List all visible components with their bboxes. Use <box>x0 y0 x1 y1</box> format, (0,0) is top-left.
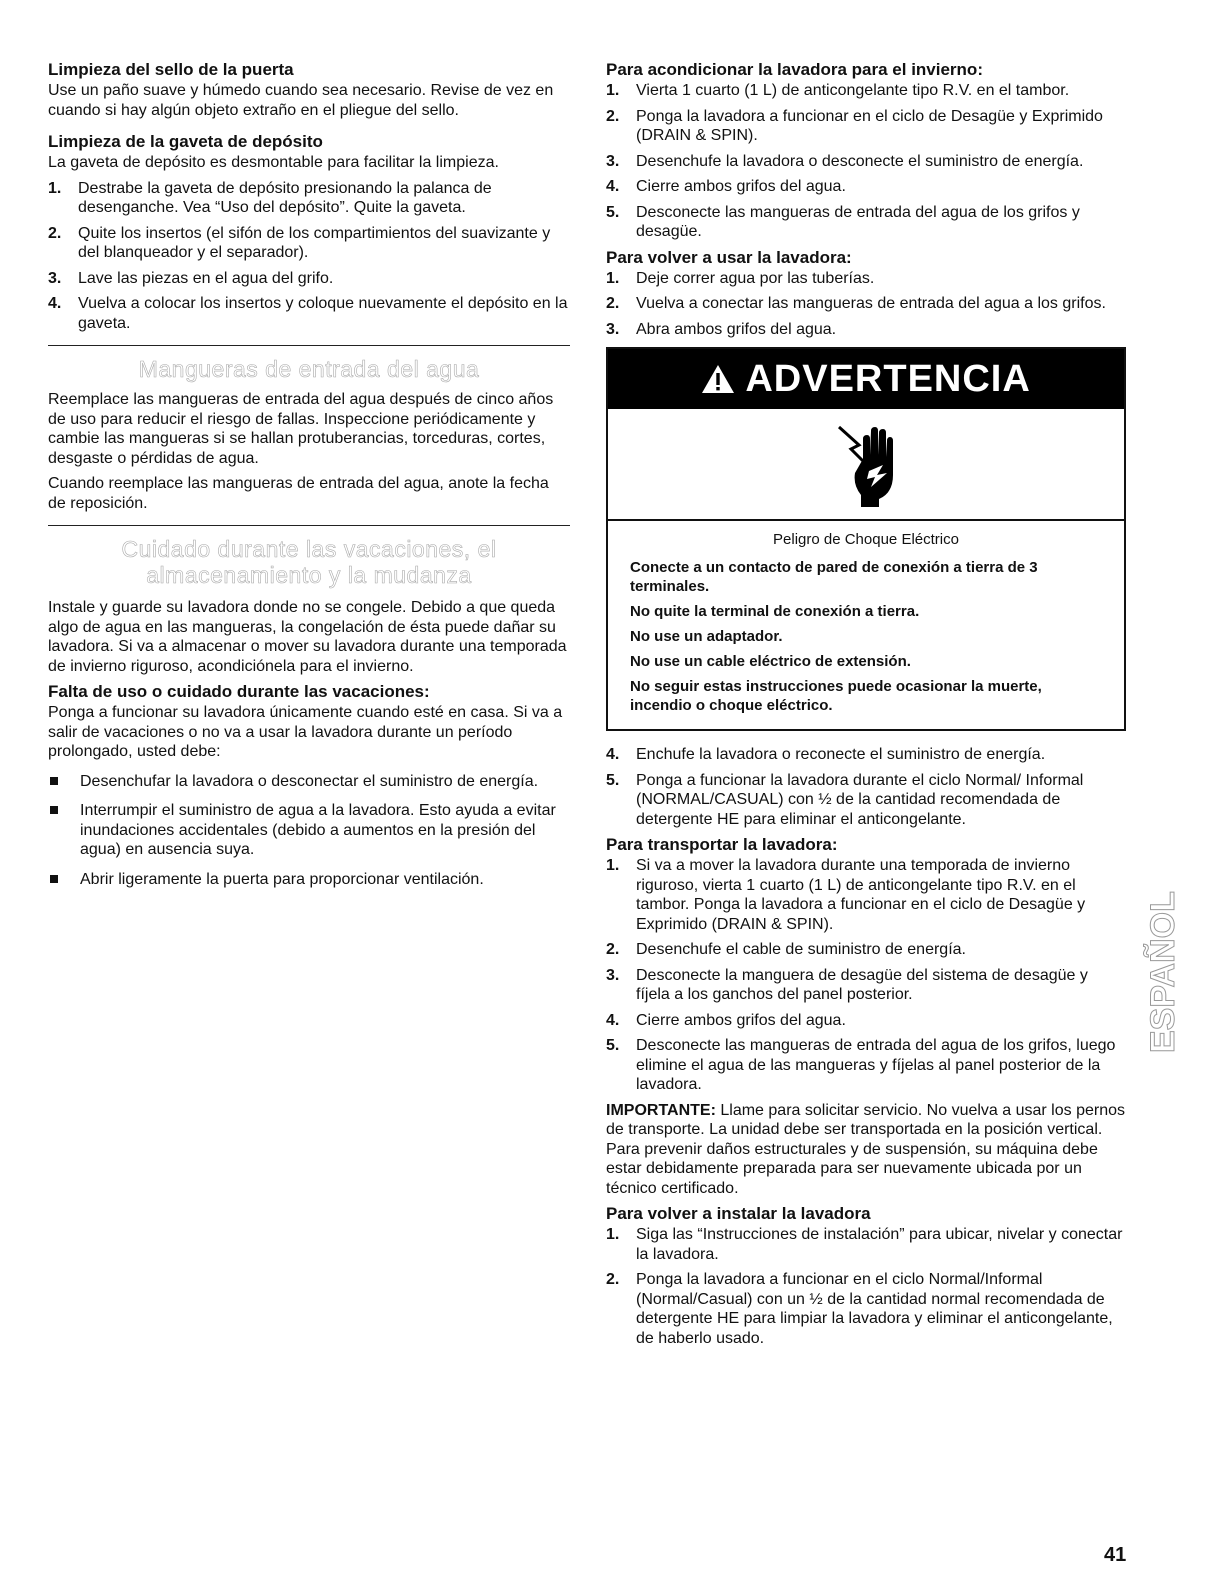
list-item: 5. Ponga a funcionar la lavadora durante el ciclo Normal/ Informal (NORMAL/CASUAL) con ½ de la cantidad recomendada de detergente HE para eliminar el anticongelante. <box>606 771 1084 828</box>
list-item: Interrumpir el suministro de agua a la lavadora. Esto ayuda a evitar inundaciones accidentales (debido a aumentos en la presión del agua) en ausencia suya. <box>48 801 570 860</box>
right-column <box>606 60 1126 1354</box>
drawer-text: La gaveta de depósito es desmontable para facilitar la limpieza. <box>48 154 499 171</box>
page-number: 41 <box>1104 1544 1127 1566</box>
winter-steps <box>606 81 1126 242</box>
list-item: 2. Ponga la lavadora a funcionar en el ciclo Normal/Informal (Normal/Casual) con un ½ de la cantidad normal recomendada de detergente HE para limpiar la lavadora y eliminar el anticongelante, de haberlo usado. <box>606 1271 1113 1347</box>
transport-steps <box>606 856 1126 1095</box>
list-item: 1. Vierta 1 cuarto (1 L) de anticongelante tipo R.V. en el tambor. <box>606 82 1070 99</box>
list-item: Abrir ligeramente la puerta para proporcionar ventilación. <box>48 870 570 890</box>
list-item: 4. Cierre ambos grifos del agua. <box>606 178 846 195</box>
reinstall-title: Para volver a instalar la lavadora <box>606 1204 871 1223</box>
list-item: 2. Desenchufe el cable de suministro de energía. <box>606 941 966 958</box>
language-side-tab <box>1144 815 1182 1055</box>
warning-header <box>608 349 1124 409</box>
warning-box <box>606 347 1126 731</box>
warning-line: No use un cable eléctrico de extensión. <box>630 653 911 670</box>
left-column <box>48 60 570 895</box>
list-item: 1. Si va a mover la lavadora durante una temporada de invierno riguroso, vierta 1 cuarto (1 L) de anticongelante tipo R.V. en el tambor. Ponga la lavadora a funcionar en el ciclo de Desagüe y Exprimido (DRAIN & SPIN). <box>606 857 1086 933</box>
hoses-heading: Mangueras de entrada del agua <box>138 356 480 382</box>
list-item: 3. Lave las piezas en el agua del grifo. <box>48 269 334 287</box>
vacation-bullets <box>48 772 570 890</box>
transport-title: Para transportar la lavadora: <box>606 835 838 854</box>
care-heading: Cuidado durante las vacaciones, el almacenamiento y la mudanza <box>121 536 497 588</box>
divider <box>48 525 570 526</box>
important-note: IMPORTANTE: Llame para solicitar servicio. No vuelva a usar los pernos de transporte. La unidad debe ser transportada en la posición vertical. Para prevenir daños estructurales y de suspensión, su máquina debe estar debidamente preparada para ser nuevamente ubicada por un técnico certificado. <box>606 1101 1125 1197</box>
shock-hazard-icon <box>608 409 1124 521</box>
seal-text: Use un paño suave y húmedo cuando sea necesario. Revise de vez en cuando si hay algún objeto extraño en el pliegue del sello. <box>48 82 554 119</box>
reinstall-steps <box>606 1225 1126 1348</box>
list-item: 3. Desconecte la manguera de desagüe del sistema de desagüe y fíjela a los ganchos del panel posterior. <box>606 966 1088 1003</box>
warning-line: No use un adaptador. <box>630 628 783 645</box>
reuse-steps <box>606 269 1126 340</box>
list-item: 5. Desconecte las mangueras de entrada del agua de los grifos, luego elimine el agua de las mangueras y fíjelas al panel posterior de la lavadora. <box>606 1037 1116 1093</box>
list-item: 2. Vuelva a conectar las mangueras de entrada del agua a los grifos. <box>606 295 1106 312</box>
list-item: 4. Cierre ambos grifos del agua. <box>606 1011 846 1029</box>
list-item: 2. Ponga la lavadora a funcionar en el ciclo de Desagüe y Exprimido (DRAIN & SPIN). <box>606 107 1103 144</box>
list-item: 1. Siga las “Instrucciones de instalación” para ubicar, nivelar y conectar la lavadora. <box>606 1226 1123 1263</box>
list-item: Desenchufar la lavadora o desconectar el suministro de energía. <box>48 772 570 792</box>
warning-triangle-icon <box>701 358 745 400</box>
warning-line: No quite la terminal de conexión a tierra. <box>630 603 920 620</box>
reuse-steps-continued <box>606 745 1126 829</box>
warning-line: No seguir estas instrucciones puede ocasionar la muerte, incendio o choque eléctrico. <box>630 678 1042 714</box>
list-item: 1. Deje correr agua por las tuberías. <box>606 269 875 287</box>
warning-line: Conecte a un contacto de pared de conexión a tierra de 3 terminales. <box>630 559 1038 595</box>
list-item: 1. Destrabe la gaveta de depósito presionando la palanca de desenganche. Vea “Uso del depósito”. Quite la gaveta. <box>48 179 492 216</box>
list-item: 3. Desenchufe la lavadora o desconecte el suministro de energía. <box>606 152 1084 170</box>
list-item: 4. Enchufe la lavadora o reconecte el suministro de energía. <box>606 746 1046 763</box>
warning-title: ADVERTENCIA <box>745 358 1031 400</box>
drawer-title: Limpieza de la gaveta de depósito <box>48 132 323 151</box>
vacation-text: Ponga a funcionar su lavadora únicamente cuando esté en casa. Si va a salir de vacaciones o no va a usar la lavadora durante un período prolongado, usted debe: <box>48 704 563 760</box>
care-text: Instale y guarde su lavadora donde no se congele. Debido a que queda algo de agua en las mangueras, la congelación de ésta puede dañar su lavadora. Si va a almacenar o mover su lavadora durante una temporada de invierno riguroso, acondiciónela para el invierno. <box>48 599 567 675</box>
seal-title: Limpieza del sello de la puerta <box>48 60 294 79</box>
list-item: 3. Abra ambos grifos del agua. <box>606 320 837 338</box>
hoses-paragraph-2: Cuando reemplace las mangueras de entrada del agua, anote la fecha de reposición. <box>48 475 549 512</box>
hoses-paragraph-1: Reemplace las mangueras de entrada del agua después de cinco años de uso para reducir el riesgo de fallas. Inspeccione periódicamente y cambie las mangueras si se hallan protuberancias, torceduras, cortes, desgaste o pérdidas de agua. <box>48 391 554 467</box>
drawer-steps <box>48 179 570 334</box>
winter-title: Para acondicionar la lavadora para el invierno: <box>606 60 983 79</box>
list-item: 5. Desconecte las mangueras de entrada del agua de los grifos y desagüe. <box>606 203 1080 240</box>
warning-hazard: Peligro de Choque Eléctrico <box>773 531 959 548</box>
divider <box>48 345 570 346</box>
vacation-title: Falta de uso o cuidado durante las vacaciones: <box>48 682 430 701</box>
list-item: 4. Vuelva a colocar los insertos y coloque nuevamente el depósito en la gaveta. <box>48 295 568 332</box>
side-tab-text: ESPAÑOL <box>1144 891 1182 1053</box>
warning-body <box>608 521 1124 729</box>
list-item: 2. Quite los insertos (el sifón de los compartimientos del suavizante y del blanqueador y el separador). <box>48 224 551 261</box>
reuse-title: Para volver a usar la lavadora: <box>606 247 852 267</box>
